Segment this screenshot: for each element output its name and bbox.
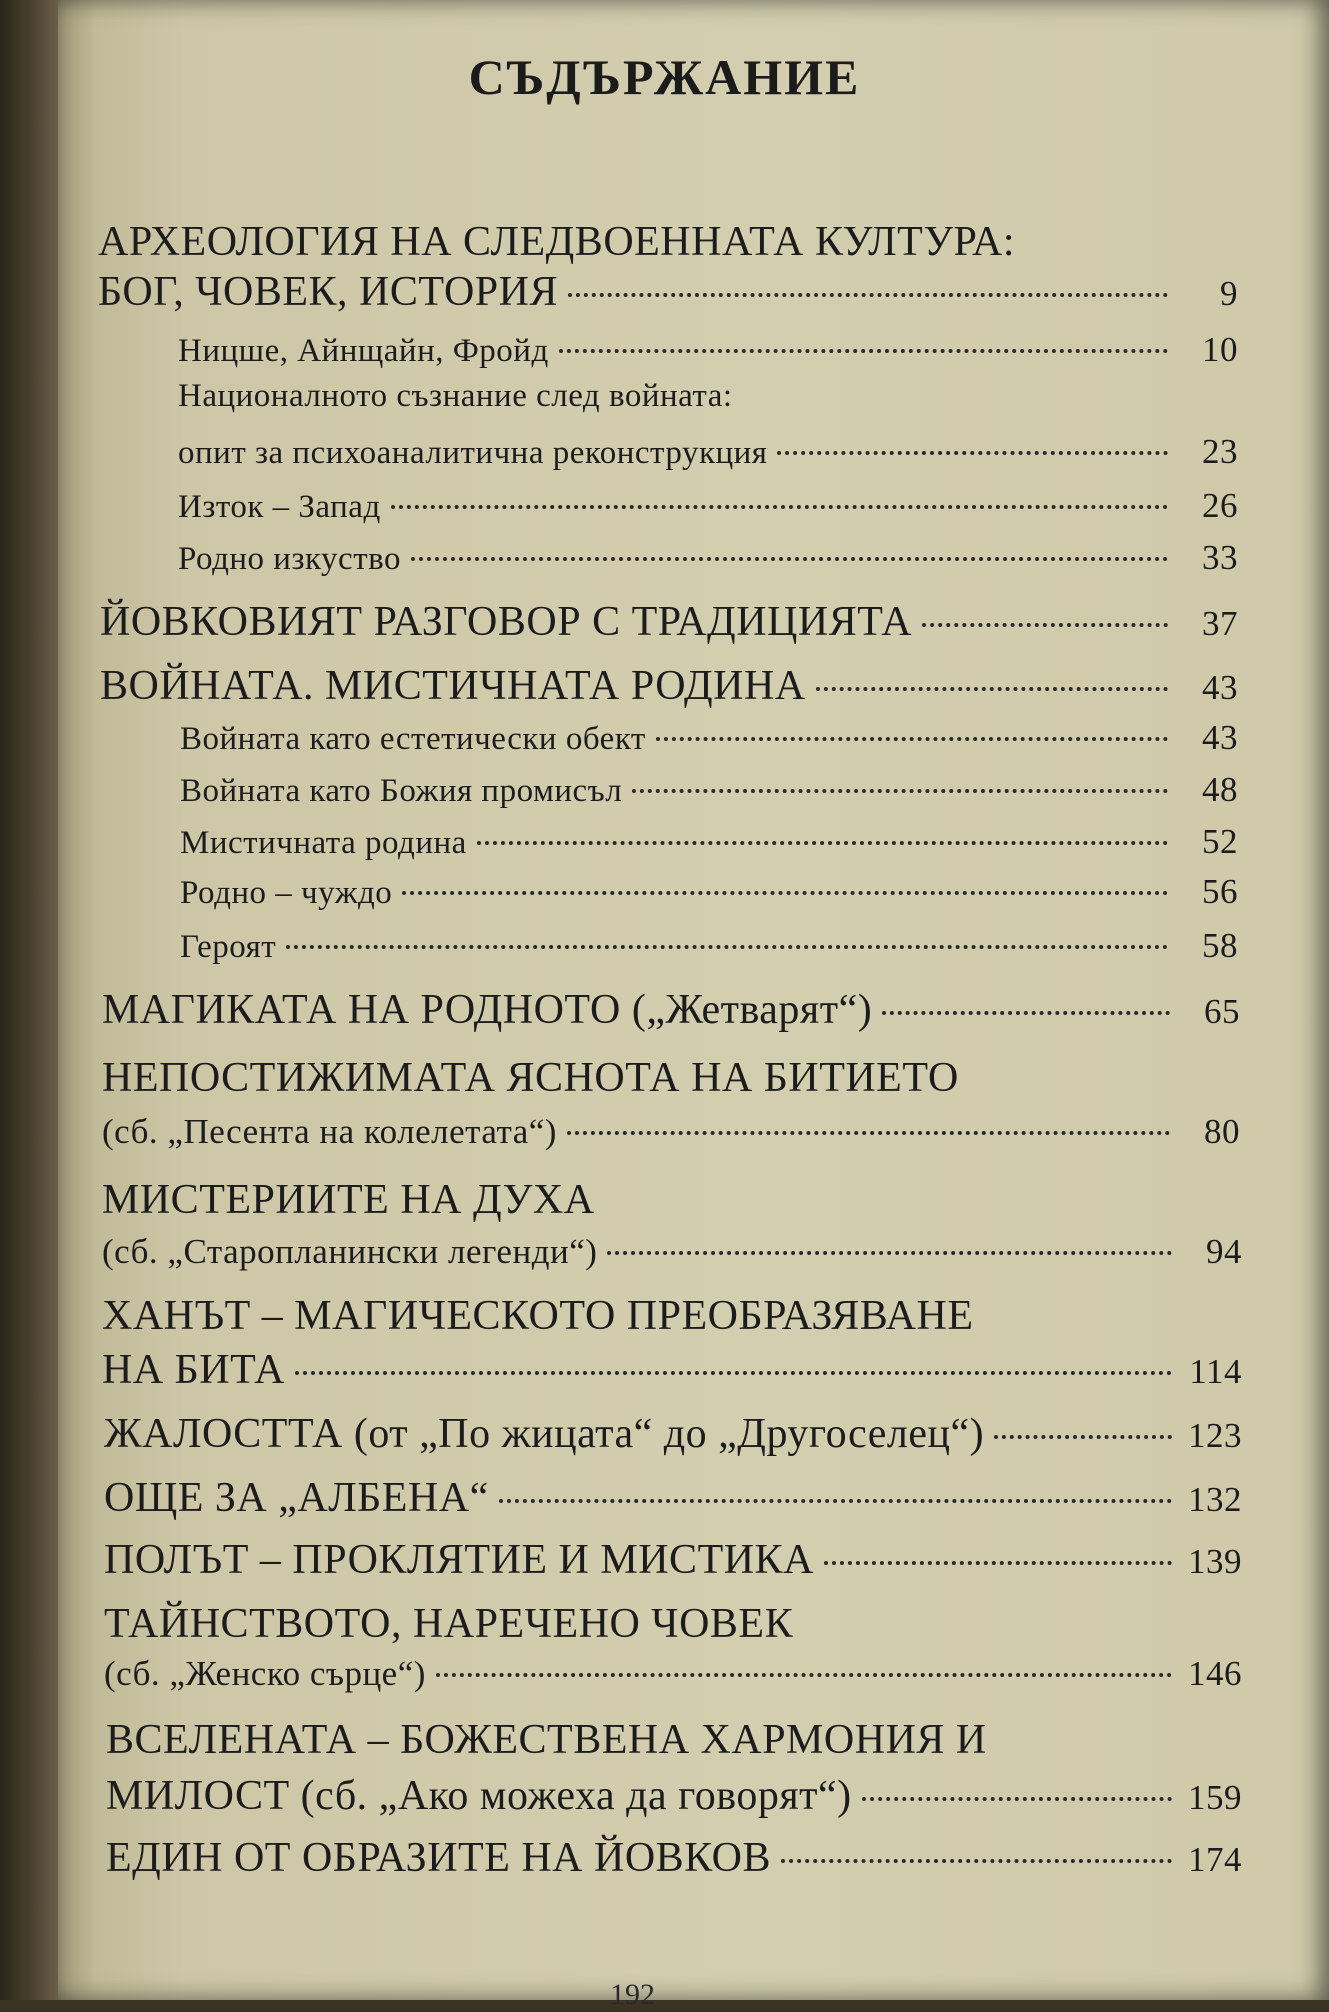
dot-leader xyxy=(656,737,1168,741)
dot-leader xyxy=(567,1131,1170,1135)
dot-leader xyxy=(607,1251,1172,1255)
toc-entry xyxy=(106,1834,1242,1882)
toc-entry xyxy=(102,1232,1242,1272)
dot-leader xyxy=(295,1371,1172,1375)
toc-entry-title: (сб. „Песента на колелетата“) xyxy=(102,1112,557,1151)
toc-entry-title: ВОЙНАТА. МИСТИЧНАТА РОДИНА xyxy=(100,663,806,709)
toc-entry-page: 43 xyxy=(1202,718,1238,757)
toc-subentry xyxy=(178,486,1238,526)
toc-entry-title: АРХЕОЛОГИЯ НА СЛЕДВОЕННАТА КУЛТУРА: xyxy=(98,219,1016,265)
toc-entry-page: 52 xyxy=(1202,822,1238,861)
toc-subentry xyxy=(178,538,1238,578)
toc-entry-title: НЕПОСТИЖИМАТА ЯСНОТА НА БИТИЕТО xyxy=(102,1055,959,1101)
dot-leader xyxy=(922,623,1168,627)
toc-entry-page: 37 xyxy=(1202,604,1238,643)
dot-leader xyxy=(411,557,1168,561)
toc-entry-title: Войната като естетически обект xyxy=(180,721,646,757)
toc-subentry xyxy=(180,770,1238,810)
dot-leader xyxy=(559,349,1168,353)
toc-entry-page: 23 xyxy=(1202,432,1238,471)
dot-leader xyxy=(286,945,1168,949)
page-number: 192 xyxy=(610,1978,655,2011)
toc-entry-page: 56 xyxy=(1202,872,1238,911)
dot-leader xyxy=(436,1673,1172,1677)
toc-entry-page: 26 xyxy=(1202,486,1238,525)
toc-entry-page: 48 xyxy=(1202,770,1238,809)
toc-entry xyxy=(102,1346,1242,1394)
toc-entry-page: 9 xyxy=(1220,274,1238,313)
toc-entry-page: 33 xyxy=(1202,538,1238,577)
page-title: СЪДЪРЖАНИЕ xyxy=(468,49,861,105)
toc-entry-page: 80 xyxy=(1204,1112,1240,1151)
toc-entry xyxy=(104,1410,1242,1458)
toc-entry-title: Войната като Божия промисъл xyxy=(180,773,623,809)
toc-entry-title: ЖАЛОСТТА (от „По жицата“ до „Другоселец“) xyxy=(104,1411,985,1457)
toc-entry-title: ХАНЪТ – МАГИЧЕСКОТО ПРЕОБРАЗЯВАНЕ xyxy=(102,1293,974,1339)
toc-subentry xyxy=(180,718,1238,758)
dot-leader xyxy=(862,1797,1172,1801)
dot-leader xyxy=(477,841,1168,845)
toc-entry xyxy=(104,1474,1242,1522)
toc-entry-page: 139 xyxy=(1188,1542,1242,1581)
dot-leader xyxy=(781,1859,1172,1863)
toc-entry xyxy=(98,218,1238,266)
toc-entry-title: Родно изкуство xyxy=(178,541,401,577)
toc-entry-title: Ницше, Айнщайн, Фройд xyxy=(178,333,549,369)
dot-leader xyxy=(994,1435,1172,1439)
toc-entry-title: ЙОВКОВИЯТ РАЗГОВОР С ТРАДИЦИЯТА xyxy=(100,599,913,645)
toc-entry xyxy=(102,1112,1240,1152)
toc-entry xyxy=(100,598,1238,646)
toc-entry-title: Националното съзнание след войната: xyxy=(178,378,733,414)
toc-entry-title: БОГ, ЧОВЕК, ИСТОРИЯ xyxy=(98,269,558,315)
toc-entry-title: ПОЛЪТ – ПРОКЛЯТИЕ И МИСТИКА xyxy=(104,1537,814,1583)
toc-entry xyxy=(104,1654,1242,1694)
toc-entry xyxy=(106,1772,1242,1820)
toc-entry-title: МИЛОСТ (сб. „Ако можеха да говорят“) xyxy=(106,1773,852,1819)
dot-leader xyxy=(568,293,1168,297)
toc-entry-page: 10 xyxy=(1202,330,1238,369)
dot-leader xyxy=(824,1561,1172,1565)
toc-entry-title: ОЩЕ ЗА „АЛБЕНА“ xyxy=(104,1475,489,1521)
toc-subentry xyxy=(180,872,1238,912)
toc-entry-title: (сб. „Старопланински легенди“) xyxy=(102,1232,598,1271)
dot-leader xyxy=(391,505,1168,509)
toc-entry xyxy=(104,1600,1242,1648)
toc-entry-title: Мистичната родина xyxy=(180,825,467,861)
dot-leader xyxy=(632,789,1168,793)
toc-entry-page: 159 xyxy=(1188,1778,1242,1817)
dot-leader xyxy=(499,1499,1172,1503)
toc-entry-page: 65 xyxy=(1204,992,1240,1031)
toc-entry-page: 123 xyxy=(1188,1416,1242,1455)
dot-leader xyxy=(777,451,1168,455)
toc-entry xyxy=(102,986,1240,1034)
toc-subentry xyxy=(180,822,1238,862)
toc-entry-title: (сб. „Женско сърце“) xyxy=(104,1654,426,1693)
toc-entry-page: 174 xyxy=(1188,1840,1242,1879)
toc-entry-page: 146 xyxy=(1188,1654,1242,1693)
toc-entry xyxy=(98,268,1238,316)
toc-subentry xyxy=(178,330,1238,370)
toc-entry-page: 43 xyxy=(1202,668,1238,707)
toc-entry-title: опит за психоаналитична реконструкция xyxy=(178,435,768,471)
toc-entry-title: ЕДИН ОТ ОБРАЗИТЕ НА ЙОВКОВ xyxy=(106,1835,772,1881)
toc-subentry xyxy=(178,378,1238,415)
toc-subentry xyxy=(180,926,1238,966)
toc-entry xyxy=(100,662,1238,710)
toc-entry-page: 114 xyxy=(1189,1352,1242,1391)
toc-subentry xyxy=(178,432,1238,472)
dot-leader xyxy=(402,891,1168,895)
toc-entry-page: 94 xyxy=(1206,1232,1242,1271)
dot-leader xyxy=(816,687,1168,691)
dot-leader xyxy=(882,1011,1170,1015)
toc-entry-title: Родно – чуждо xyxy=(180,875,393,911)
toc-entry xyxy=(102,1054,1240,1102)
toc-entry-title: Изток – Запад xyxy=(178,489,381,525)
toc-entry xyxy=(102,1176,1240,1224)
toc-entry-page: 58 xyxy=(1202,926,1238,965)
toc-entry-page: 132 xyxy=(1188,1480,1242,1519)
toc-entry-title: МИСТЕРИИТЕ НА ДУХА xyxy=(102,1177,595,1223)
toc-entry-title: ВСЕЛЕНАТА – БОЖЕСТВЕНА ХАРМОНИЯ И xyxy=(106,1717,987,1763)
toc-entry-title: МАГИКАТА НА РОДНОТО („Жетварят“) xyxy=(102,987,873,1033)
toc-entry-title: НА БИТА xyxy=(102,1347,286,1393)
toc-entry xyxy=(102,1292,1242,1340)
toc-entry-title: ТАЙНСТВОТО, НАРЕЧЕНО ЧОВЕК xyxy=(104,1601,794,1647)
toc-entry xyxy=(106,1716,1242,1764)
toc-entry xyxy=(104,1536,1242,1584)
toc-entry-title: Героят xyxy=(180,929,277,965)
